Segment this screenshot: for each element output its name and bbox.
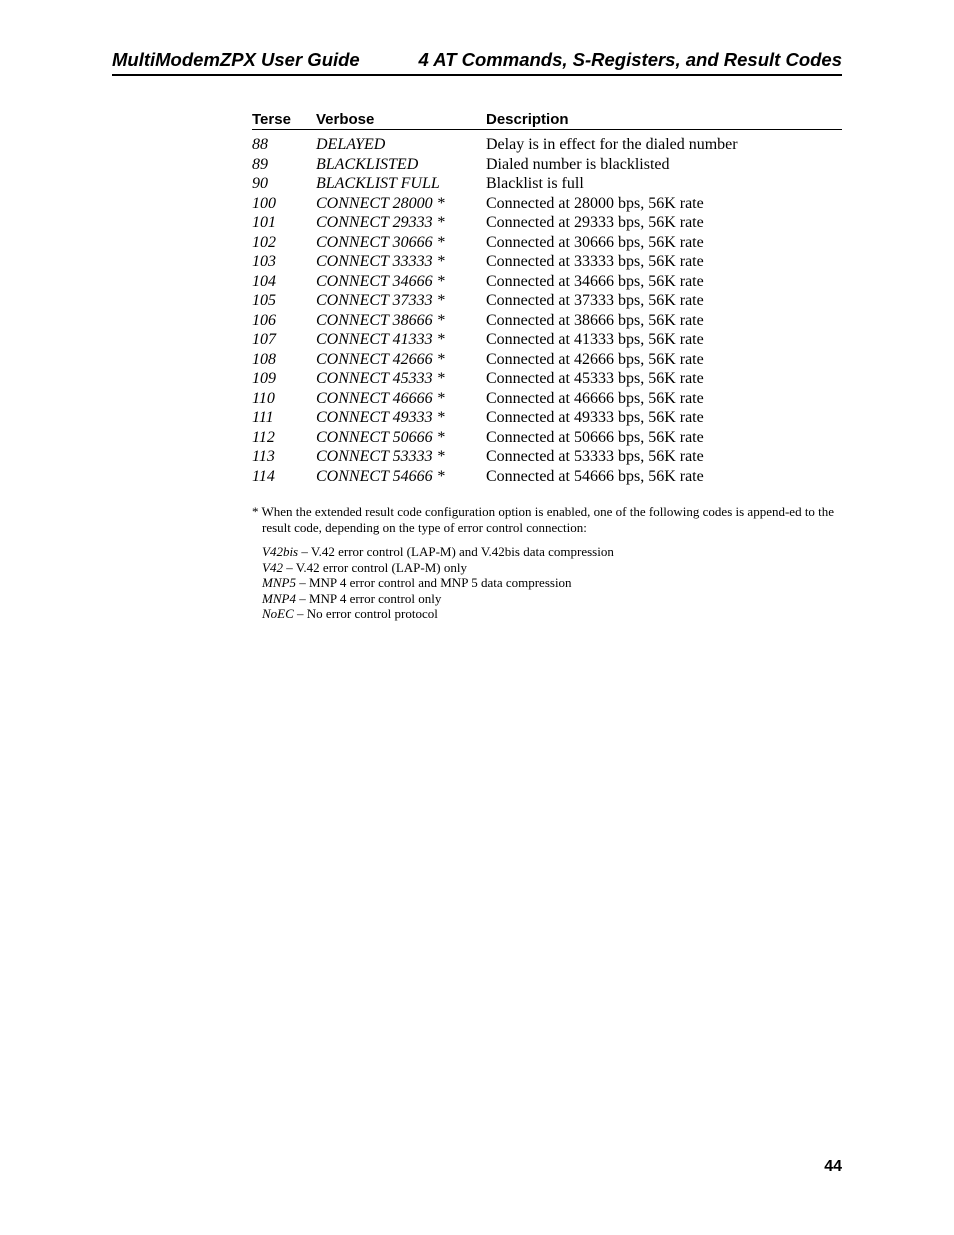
verbose-cell: BLACKLISTED — [316, 155, 419, 173]
code-description: – V.42 error control (LAP-M) and V.42bis data compression — [298, 544, 614, 559]
footnote-text: * When the extended result code configuration option is enabled, one of the following codes is append-ed to the result code, depending on the type of error control connection: — [252, 504, 835, 535]
guide-title: MultiModemZPX User Guide — [112, 49, 360, 70]
code-description: – MNP 4 error control and MNP 5 data compression — [295, 575, 572, 591]
chapter-title: 4 AT Commands, S-Registers, and Result Codes — [418, 49, 842, 70]
table-row — [252, 174, 842, 194]
code-description: – No error control protocol — [293, 606, 438, 622]
description-cell: Connected at 46666 bps, 56K rate — [486, 389, 704, 407]
description-cell: Connected at 41333 bps, 56K rate — [486, 331, 704, 348]
column-header-description: Description — [486, 111, 569, 128]
table-row — [252, 350, 842, 370]
table-row — [252, 428, 842, 448]
description-cell: Connected at 29333 bps, 56K rate — [486, 214, 704, 231]
code-name: MNP4 — [262, 590, 296, 606]
verbose-cell: CONNECT 41333 * — [316, 331, 445, 348]
code-line — [262, 544, 842, 560]
verbose-cell: CONNECT 34666 * — [316, 272, 445, 290]
table-row — [252, 467, 842, 487]
verbose-cell: CONNECT 53333 * — [316, 448, 445, 465]
result-codes-table — [252, 110, 842, 486]
error-control-code-list — [252, 544, 842, 622]
description-cell: Delay is in effect for the dialed number — [486, 136, 738, 153]
code-description: – MNP 4 error control only — [295, 590, 442, 606]
table-row — [252, 369, 842, 389]
code-name: V42bis — [262, 544, 299, 559]
code-description: – V.42 error control (LAP-M) only — [282, 559, 467, 575]
terse-cell: 111 — [252, 409, 274, 426]
terse-cell: 112 — [252, 428, 275, 446]
page-number: 44 — [824, 1158, 842, 1175]
table-row — [252, 330, 842, 350]
table-row — [252, 194, 842, 214]
code-name: NoEC — [262, 606, 294, 622]
verbose-cell: CONNECT 38666 * — [316, 311, 445, 329]
table-row — [252, 155, 842, 175]
verbose-cell: CONNECT 28000 * — [316, 194, 445, 212]
code-name: V42 — [262, 559, 283, 575]
terse-cell: 104 — [252, 272, 276, 290]
code-line — [262, 560, 842, 576]
column-header-terse: Terse — [252, 111, 291, 128]
column-header-verbose: Verbose — [316, 111, 375, 128]
terse-cell: 107 — [252, 331, 276, 348]
terse-cell: 103 — [252, 253, 276, 270]
description-cell: Connected at 33333 bps, 56K rate — [486, 253, 704, 270]
terse-cell: 108 — [252, 350, 276, 368]
terse-cell: 101 — [252, 214, 276, 231]
terse-cell: 110 — [252, 389, 275, 407]
terse-cell: 106 — [252, 311, 276, 329]
terse-cell: 102 — [252, 233, 276, 251]
table-row — [252, 408, 842, 428]
table-row — [252, 447, 842, 467]
terse-cell: 109 — [252, 370, 276, 387]
code-line — [262, 575, 842, 591]
table-row — [252, 233, 842, 253]
table-row — [252, 135, 842, 155]
description-cell: Connected at 30666 bps, 56K rate — [486, 233, 704, 251]
description-cell: Connected at 34666 bps, 56K rate — [486, 272, 704, 290]
terse-cell: 105 — [252, 292, 276, 309]
description-cell: Connected at 37333 bps, 56K rate — [486, 292, 704, 309]
description-cell: Connected at 45333 bps, 56K rate — [486, 370, 704, 387]
terse-cell: 114 — [252, 467, 275, 485]
page-header — [112, 48, 842, 76]
terse-cell: 88 — [252, 136, 268, 153]
verbose-cell: CONNECT 45333 * — [316, 370, 445, 387]
verbose-cell: BLACKLIST FULL — [316, 175, 440, 192]
table-row — [252, 213, 842, 233]
table-row — [252, 311, 842, 331]
verbose-cell: DELAYED — [316, 136, 386, 153]
description-cell: Connected at 49333 bps, 56K rate — [486, 409, 704, 426]
terse-cell: 100 — [252, 194, 276, 212]
verbose-cell: CONNECT 29333 * — [316, 214, 445, 231]
verbose-cell: CONNECT 33333 * — [316, 253, 445, 270]
table-header — [252, 110, 842, 130]
verbose-cell: CONNECT 46666 * — [316, 389, 445, 407]
terse-cell: 113 — [252, 448, 275, 465]
table-row — [252, 252, 842, 272]
description-cell: Connected at 38666 bps, 56K rate — [486, 311, 704, 329]
table-row — [252, 272, 842, 292]
description-cell: Blacklist is full — [486, 175, 584, 192]
description-cell: Connected at 42666 bps, 56K rate — [486, 350, 704, 368]
verbose-cell: CONNECT 42666 * — [316, 350, 445, 368]
verbose-cell: CONNECT 54666 * — [316, 467, 445, 485]
verbose-cell: CONNECT 30666 * — [316, 233, 445, 251]
footnote — [252, 504, 842, 622]
code-name: MNP5 — [262, 575, 296, 591]
description-cell: Connected at 53333 bps, 56K rate — [486, 448, 704, 465]
code-line — [262, 606, 842, 622]
table-row — [252, 291, 842, 311]
table-row — [252, 389, 842, 409]
table-body — [252, 130, 842, 486]
description-cell: Connected at 28000 bps, 56K rate — [486, 194, 704, 212]
terse-cell: 90 — [252, 175, 268, 192]
description-cell: Connected at 50666 bps, 56K rate — [486, 428, 704, 446]
description-cell: Dialed number is blacklisted — [486, 155, 670, 173]
verbose-cell: CONNECT 37333 * — [316, 292, 445, 309]
terse-cell: 89 — [252, 155, 268, 173]
verbose-cell: CONNECT 49333 * — [316, 409, 445, 426]
code-line — [262, 591, 842, 607]
description-cell: Connected at 54666 bps, 56K rate — [486, 467, 704, 485]
verbose-cell: CONNECT 50666 * — [316, 428, 445, 446]
